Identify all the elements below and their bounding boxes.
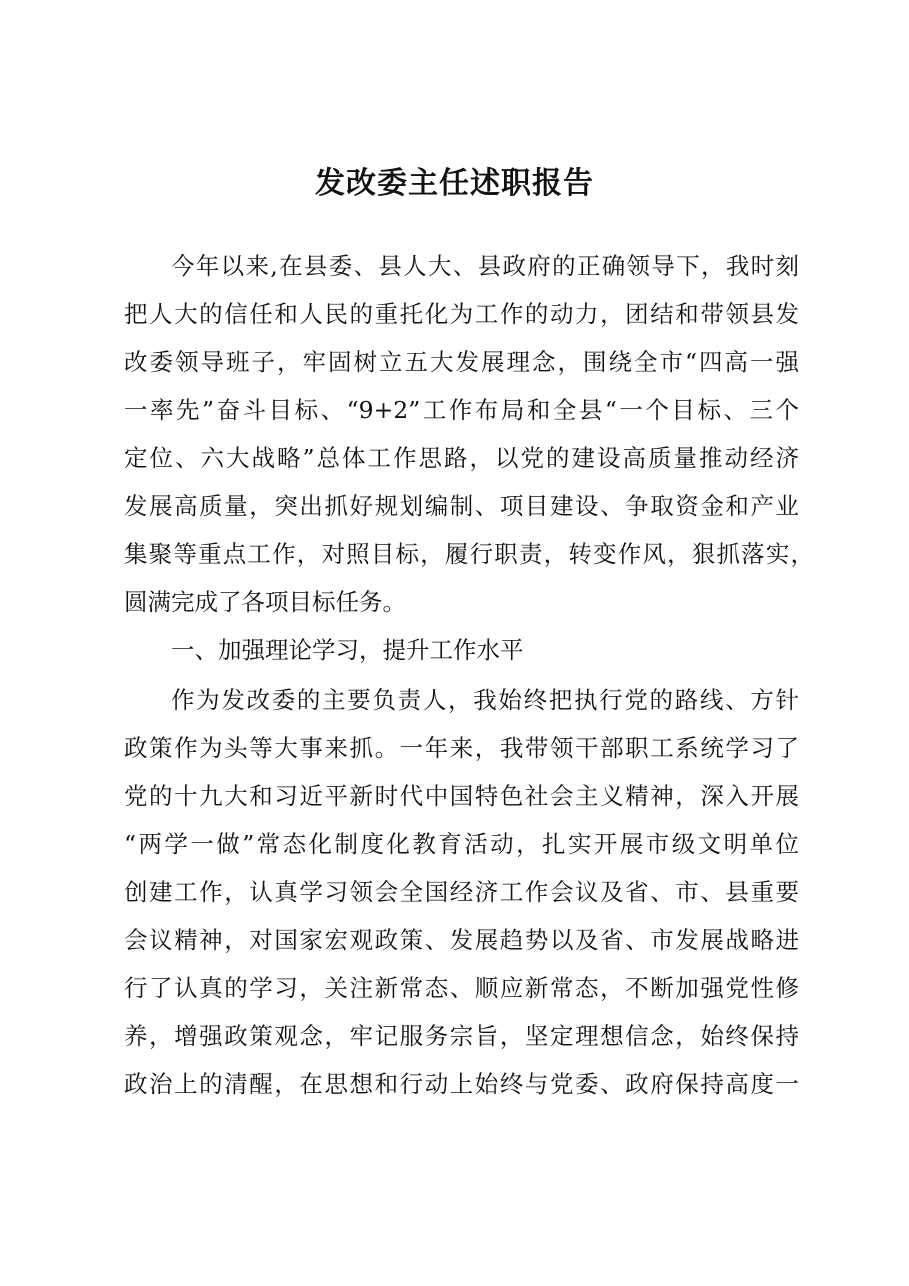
paragraph-1-line-5: 定位、六大战略”总体工作思路，以党的建设高质量推动经济 xyxy=(124,444,799,472)
paragraph-2-line-8: 养，增强政策观念，牢记服务宗旨，坚定理想信念，始终保持 xyxy=(124,1022,799,1050)
paragraph-1-line-6: 发展高质量，突出抓好规划编制、项目建设、争取资金和产业 xyxy=(124,492,799,520)
paragraph-2-line-4: “两学一做”常态化制度化教育活动，扎实开展市级文明单位 xyxy=(124,830,799,858)
paragraph-2-line-5: 创建工作，认真学习领会全国经济工作会议及省、市、县重要 xyxy=(124,878,799,906)
paragraph-1-line-3: 改委领导班子，牢固树立五大发展理念，围绕全市“四高一强 xyxy=(124,348,799,376)
paragraph-2-line-1: 作为发改委的主要负责人，我始终把执行党的路线、方针 xyxy=(171,686,799,714)
paragraph-2-line-9: 政治上的清醒，在思想和行动上始终与党委、政府保持高度一 xyxy=(124,1070,799,1098)
paragraph-2-line-3: 党的十九大和习近平新时代中国特色社会主义精神，深入开展 xyxy=(124,782,799,810)
paragraph-2-line-6: 会议精神，对国家宏观政策、发展趋势以及省、市发展战略进 xyxy=(124,926,799,954)
paragraph-2-line-2: 政策作为头等大事来抓。一年来，我带领干部职工系统学习了 xyxy=(124,734,799,762)
paragraph-1-line-2: 把人大的信任和人民的重托化为工作的动力，团结和带领县发 xyxy=(124,300,799,328)
paragraph-2-line-7: 行了认真的学习，关注新常态、顺应新常态，不断加强党性修 xyxy=(124,974,799,1002)
section-heading-1: 一、加强理论学习，提升工作水平 xyxy=(171,636,524,664)
paragraph-1-line-8: 圆满完成了各项目标任务。 xyxy=(124,588,406,616)
document-title: 发改委主任述职报告 xyxy=(315,166,594,201)
paragraph-1-line-7: 集聚等重点工作，对照目标，履行职责，转变作风，狠抓落实， xyxy=(124,540,814,568)
paragraph-1-line-1: 今年以来,在县委、县人大、县政府的正确领导下，我时刻 xyxy=(171,252,799,280)
paragraph-1-line-4: 一率先”奋斗目标、“9+2”工作布局和全县“一个目标、三个 xyxy=(124,396,799,424)
